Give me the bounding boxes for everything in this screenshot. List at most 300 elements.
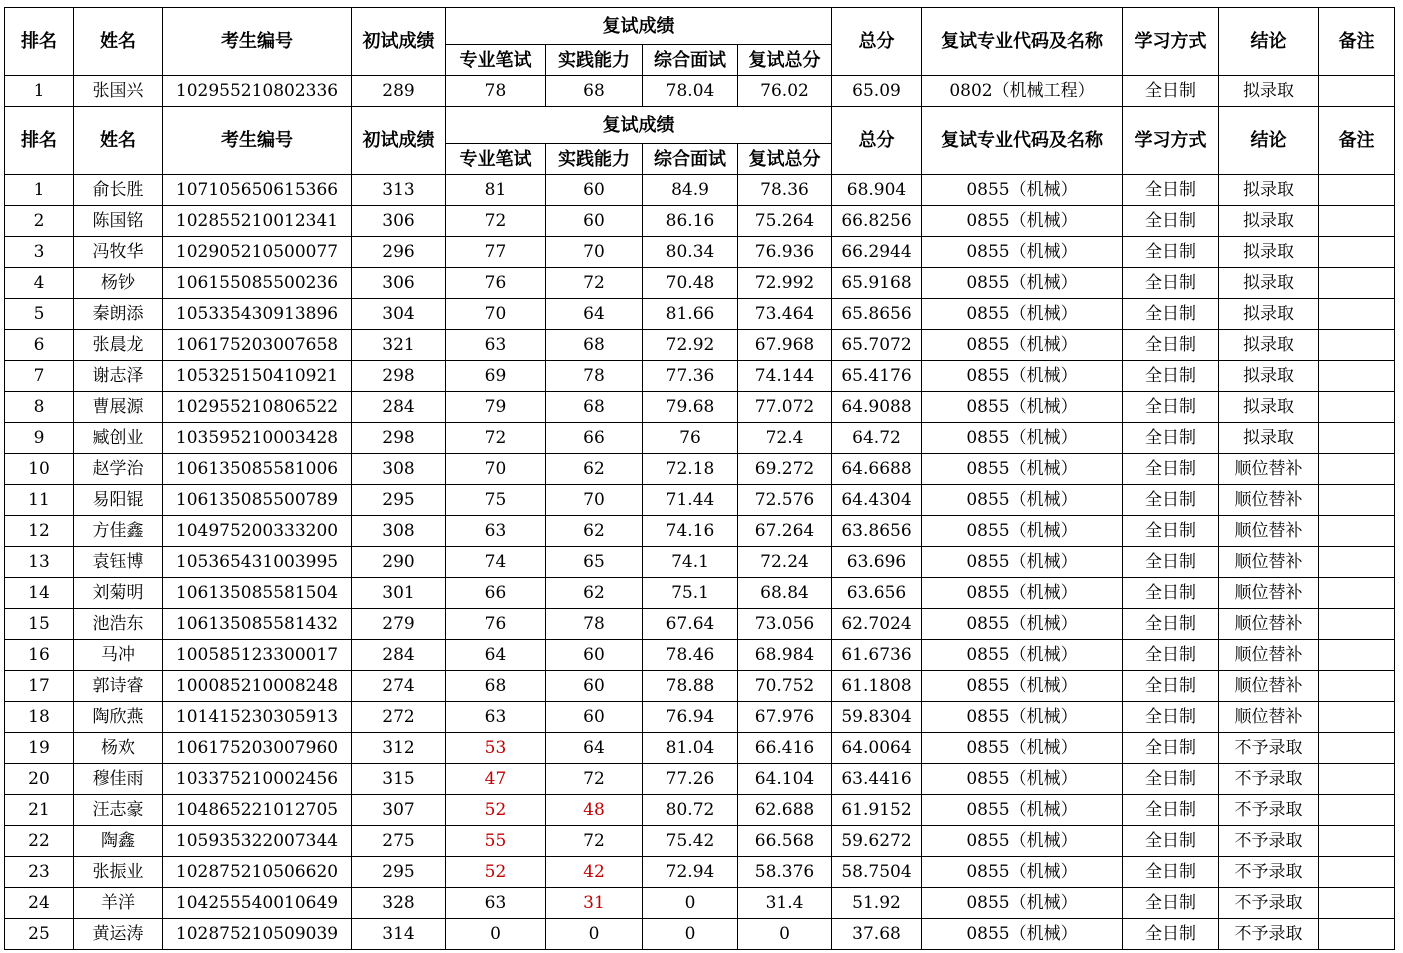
header-total: 总分 bbox=[832, 8, 922, 76]
retest-total-cell: 31.4 bbox=[738, 888, 832, 919]
rank-cell: 21 bbox=[5, 795, 74, 826]
exam-id-cell: 102855210012341 bbox=[163, 206, 352, 237]
interview-score-cell: 81.66 bbox=[643, 299, 738, 330]
remark-cell bbox=[1319, 76, 1395, 107]
study-mode-cell: 全日制 bbox=[1123, 671, 1219, 702]
exam-id-cell: 106175203007658 bbox=[163, 330, 352, 361]
retest-total-cell: 58.376 bbox=[738, 857, 832, 888]
practice-score-cell: 78 bbox=[546, 361, 643, 392]
name-cell: 易阳锟 bbox=[74, 485, 163, 516]
prelim-score-cell: 321 bbox=[352, 330, 446, 361]
rank-cell: 3 bbox=[5, 237, 74, 268]
remark-cell bbox=[1319, 237, 1395, 268]
retest-total-cell: 0 bbox=[738, 919, 832, 950]
total-score-cell: 64.6688 bbox=[832, 454, 922, 485]
study-mode-cell: 全日制 bbox=[1123, 237, 1219, 268]
rank-cell: 9 bbox=[5, 423, 74, 454]
written-score-cell: 72 bbox=[446, 423, 546, 454]
practice-score-cell: 68 bbox=[546, 76, 643, 107]
header-retest-written: 专业笔试 bbox=[446, 45, 546, 76]
major-cell: 0855（机械） bbox=[922, 423, 1123, 454]
rank-cell: 5 bbox=[5, 299, 74, 330]
header-retest-written: 专业笔试 bbox=[446, 144, 546, 175]
major-cell: 0855（机械） bbox=[922, 919, 1123, 950]
retest-total-cell: 77.072 bbox=[738, 392, 832, 423]
total-score-cell: 66.8256 bbox=[832, 206, 922, 237]
major-cell: 0855（机械） bbox=[922, 392, 1123, 423]
result-cell: 拟录取 bbox=[1219, 392, 1319, 423]
total-score-cell: 65.4176 bbox=[832, 361, 922, 392]
major-cell: 0855（机械） bbox=[922, 857, 1123, 888]
exam-id-cell: 104975200333200 bbox=[163, 516, 352, 547]
exam-id-cell: 105335430913896 bbox=[163, 299, 352, 330]
retest-total-cell: 70.752 bbox=[738, 671, 832, 702]
major-cell: 0855（机械） bbox=[922, 485, 1123, 516]
study-mode-cell: 全日制 bbox=[1123, 330, 1219, 361]
major-cell: 0855（机械） bbox=[922, 237, 1123, 268]
major-cell: 0855（机械） bbox=[922, 702, 1123, 733]
table-row bbox=[5, 76, 1395, 107]
rank-cell: 20 bbox=[5, 764, 74, 795]
header-remark: 备注 bbox=[1319, 107, 1395, 175]
exam-id-cell: 102875210509039 bbox=[163, 919, 352, 950]
written-score-cell: 66 bbox=[446, 578, 546, 609]
rank-cell: 12 bbox=[5, 516, 74, 547]
rank-cell: 4 bbox=[5, 268, 74, 299]
rank-cell: 6 bbox=[5, 330, 74, 361]
practice-score-cell: 72 bbox=[546, 826, 643, 857]
written-score-cell: 78 bbox=[446, 76, 546, 107]
rank-cell: 19 bbox=[5, 733, 74, 764]
written-score-cell: 81 bbox=[446, 175, 546, 206]
header-remark: 备注 bbox=[1319, 8, 1395, 76]
prelim-score-cell: 284 bbox=[352, 640, 446, 671]
interview-score-cell: 76 bbox=[643, 423, 738, 454]
table-row bbox=[5, 361, 1395, 392]
interview-score-cell: 78.04 bbox=[643, 76, 738, 107]
interview-score-cell: 76.94 bbox=[643, 702, 738, 733]
prelim-score-cell: 312 bbox=[352, 733, 446, 764]
retest-total-cell: 67.968 bbox=[738, 330, 832, 361]
interview-score-cell: 80.34 bbox=[643, 237, 738, 268]
header-retest-total: 复试总分 bbox=[738, 144, 832, 175]
prelim-score-cell: 307 bbox=[352, 795, 446, 826]
table-row bbox=[5, 578, 1395, 609]
header-rank: 排名 bbox=[5, 107, 74, 175]
interview-score-cell: 84.9 bbox=[643, 175, 738, 206]
practice-score-cell: 70 bbox=[546, 485, 643, 516]
remark-cell bbox=[1319, 764, 1395, 795]
remark-cell bbox=[1319, 919, 1395, 950]
major-cell: 0855（机械） bbox=[922, 516, 1123, 547]
header-retest-interview: 综合面试 bbox=[643, 45, 738, 76]
table-row bbox=[5, 826, 1395, 857]
practice-score-cell: 72 bbox=[546, 268, 643, 299]
retest-total-cell: 74.144 bbox=[738, 361, 832, 392]
major-cell: 0855（机械） bbox=[922, 206, 1123, 237]
remark-cell bbox=[1319, 857, 1395, 888]
practice-score-cell: 62 bbox=[546, 454, 643, 485]
name-cell: 袁钰博 bbox=[74, 547, 163, 578]
study-mode-cell: 全日制 bbox=[1123, 454, 1219, 485]
result-cell: 顺位替补 bbox=[1219, 609, 1319, 640]
practice-score-cell: 65 bbox=[546, 547, 643, 578]
table-row bbox=[5, 857, 1395, 888]
exam-id-cell: 102905210500077 bbox=[163, 237, 352, 268]
header-study-mode: 学习方式 bbox=[1123, 107, 1219, 175]
practice-score-cell: 0 bbox=[546, 919, 643, 950]
total-score-cell: 61.1808 bbox=[832, 671, 922, 702]
result-cell: 顺位替补 bbox=[1219, 640, 1319, 671]
remark-cell bbox=[1319, 733, 1395, 764]
result-cell: 不予录取 bbox=[1219, 764, 1319, 795]
result-cell: 拟录取 bbox=[1219, 206, 1319, 237]
rank-cell: 24 bbox=[5, 888, 74, 919]
practice-score-cell: 60 bbox=[546, 671, 643, 702]
exam-id-cell: 101415230305913 bbox=[163, 702, 352, 733]
exam-id-cell: 106135085500789 bbox=[163, 485, 352, 516]
major-cell: 0855（机械） bbox=[922, 547, 1123, 578]
practice-score-cell: 48 bbox=[546, 795, 643, 826]
practice-score-cell: 64 bbox=[546, 299, 643, 330]
written-score-cell: 0 bbox=[446, 919, 546, 950]
study-mode-cell: 全日制 bbox=[1123, 516, 1219, 547]
header-rank: 排名 bbox=[5, 8, 74, 76]
prelim-score-cell: 275 bbox=[352, 826, 446, 857]
header-result: 结论 bbox=[1219, 107, 1319, 175]
study-mode-cell: 全日制 bbox=[1123, 919, 1219, 950]
prelim-score-cell: 315 bbox=[352, 764, 446, 795]
retest-total-cell: 66.568 bbox=[738, 826, 832, 857]
result-cell: 顺位替补 bbox=[1219, 671, 1319, 702]
study-mode-cell: 全日制 bbox=[1123, 423, 1219, 454]
study-mode-cell: 全日制 bbox=[1123, 206, 1219, 237]
prelim-score-cell: 290 bbox=[352, 547, 446, 578]
written-score-cell: 63 bbox=[446, 516, 546, 547]
study-mode-cell: 全日制 bbox=[1123, 299, 1219, 330]
total-score-cell: 51.92 bbox=[832, 888, 922, 919]
name-cell: 张晨龙 bbox=[74, 330, 163, 361]
practice-score-cell: 42 bbox=[546, 857, 643, 888]
retest-total-cell: 73.464 bbox=[738, 299, 832, 330]
total-score-cell: 68.904 bbox=[832, 175, 922, 206]
written-score-cell: 70 bbox=[446, 299, 546, 330]
exam-id-cell: 100585123300017 bbox=[163, 640, 352, 671]
result-cell: 顺位替补 bbox=[1219, 516, 1319, 547]
prelim-score-cell: 289 bbox=[352, 76, 446, 107]
exam-id-cell: 102875210506620 bbox=[163, 857, 352, 888]
written-score-cell: 76 bbox=[446, 268, 546, 299]
header-prelim: 初试成绩 bbox=[352, 8, 446, 76]
name-cell: 俞长胜 bbox=[74, 175, 163, 206]
result-cell: 拟录取 bbox=[1219, 76, 1319, 107]
table-row bbox=[5, 702, 1395, 733]
rank-cell: 2 bbox=[5, 206, 74, 237]
total-score-cell: 63.656 bbox=[832, 578, 922, 609]
interview-score-cell: 72.94 bbox=[643, 857, 738, 888]
total-score-cell: 66.2944 bbox=[832, 237, 922, 268]
retest-total-cell: 64.104 bbox=[738, 764, 832, 795]
header-retest-group: 复试成绩 bbox=[446, 8, 832, 45]
result-cell: 拟录取 bbox=[1219, 299, 1319, 330]
rank-cell: 22 bbox=[5, 826, 74, 857]
result-cell: 拟录取 bbox=[1219, 175, 1319, 206]
header-retest-interview: 综合面试 bbox=[643, 144, 738, 175]
name-cell: 羊洋 bbox=[74, 888, 163, 919]
prelim-score-cell: 314 bbox=[352, 919, 446, 950]
prelim-score-cell: 298 bbox=[352, 361, 446, 392]
name-cell: 汪志豪 bbox=[74, 795, 163, 826]
name-cell: 穆佳雨 bbox=[74, 764, 163, 795]
study-mode-cell: 全日制 bbox=[1123, 392, 1219, 423]
prelim-score-cell: 298 bbox=[352, 423, 446, 454]
study-mode-cell: 全日制 bbox=[1123, 888, 1219, 919]
major-cell: 0855（机械） bbox=[922, 764, 1123, 795]
result-cell: 不予录取 bbox=[1219, 795, 1319, 826]
prelim-score-cell: 328 bbox=[352, 888, 446, 919]
table-row bbox=[5, 764, 1395, 795]
name-cell: 赵学治 bbox=[74, 454, 163, 485]
major-cell: 0855（机械） bbox=[922, 671, 1123, 702]
prelim-score-cell: 295 bbox=[352, 857, 446, 888]
total-score-cell: 65.9168 bbox=[832, 268, 922, 299]
practice-score-cell: 70 bbox=[546, 237, 643, 268]
remark-cell bbox=[1319, 175, 1395, 206]
written-score-cell: 64 bbox=[446, 640, 546, 671]
major-cell: 0855（机械） bbox=[922, 330, 1123, 361]
study-mode-cell: 全日制 bbox=[1123, 733, 1219, 764]
exam-id-cell: 106175203007960 bbox=[163, 733, 352, 764]
major-cell: 0802（机械工程） bbox=[922, 76, 1123, 107]
total-score-cell: 59.8304 bbox=[832, 702, 922, 733]
written-score-cell: 68 bbox=[446, 671, 546, 702]
interview-score-cell: 72.18 bbox=[643, 454, 738, 485]
remark-cell bbox=[1319, 392, 1395, 423]
result-cell: 顺位替补 bbox=[1219, 454, 1319, 485]
major-cell: 0855（机械） bbox=[922, 826, 1123, 857]
retest-total-cell: 72.24 bbox=[738, 547, 832, 578]
written-score-cell: 77 bbox=[446, 237, 546, 268]
written-score-cell: 75 bbox=[446, 485, 546, 516]
interview-score-cell: 78.88 bbox=[643, 671, 738, 702]
name-cell: 杨欢 bbox=[74, 733, 163, 764]
written-score-cell: 53 bbox=[446, 733, 546, 764]
retest-total-cell: 76.936 bbox=[738, 237, 832, 268]
remark-cell bbox=[1319, 454, 1395, 485]
header-row bbox=[5, 8, 1395, 45]
header-major: 复试专业代码及名称 bbox=[922, 8, 1123, 76]
rank-cell: 13 bbox=[5, 547, 74, 578]
major-cell: 0855（机械） bbox=[922, 733, 1123, 764]
total-score-cell: 61.6736 bbox=[832, 640, 922, 671]
retest-total-cell: 68.984 bbox=[738, 640, 832, 671]
retest-total-cell: 72.4 bbox=[738, 423, 832, 454]
table-row bbox=[5, 299, 1395, 330]
interview-score-cell: 71.44 bbox=[643, 485, 738, 516]
result-cell: 顺位替补 bbox=[1219, 485, 1319, 516]
table-row bbox=[5, 640, 1395, 671]
header-retest-group: 复试成绩 bbox=[446, 107, 832, 144]
practice-score-cell: 78 bbox=[546, 609, 643, 640]
name-cell: 陈国铭 bbox=[74, 206, 163, 237]
name-cell: 池浩东 bbox=[74, 609, 163, 640]
name-cell: 冯牧华 bbox=[74, 237, 163, 268]
written-score-cell: 52 bbox=[446, 857, 546, 888]
header-retest-practice: 实践能力 bbox=[546, 45, 643, 76]
study-mode-cell: 全日制 bbox=[1123, 76, 1219, 107]
practice-score-cell: 60 bbox=[546, 702, 643, 733]
name-cell: 张国兴 bbox=[74, 76, 163, 107]
header-major: 复试专业代码及名称 bbox=[922, 107, 1123, 175]
retest-total-cell: 62.688 bbox=[738, 795, 832, 826]
rank-cell: 23 bbox=[5, 857, 74, 888]
total-score-cell: 64.4304 bbox=[832, 485, 922, 516]
study-mode-cell: 全日制 bbox=[1123, 547, 1219, 578]
practice-score-cell: 60 bbox=[546, 640, 643, 671]
exam-id-cell: 103595210003428 bbox=[163, 423, 352, 454]
remark-cell bbox=[1319, 702, 1395, 733]
remark-cell bbox=[1319, 516, 1395, 547]
written-score-cell: 63 bbox=[446, 330, 546, 361]
practice-score-cell: 62 bbox=[546, 516, 643, 547]
table-row bbox=[5, 485, 1395, 516]
name-cell: 刘菊明 bbox=[74, 578, 163, 609]
retest-total-cell: 72.576 bbox=[738, 485, 832, 516]
header-exam-id: 考生编号 bbox=[163, 8, 352, 76]
exam-id-cell: 104865221012705 bbox=[163, 795, 352, 826]
major-cell: 0855（机械） bbox=[922, 888, 1123, 919]
interview-score-cell: 78.46 bbox=[643, 640, 738, 671]
total-score-cell: 61.9152 bbox=[832, 795, 922, 826]
prelim-score-cell: 284 bbox=[352, 392, 446, 423]
result-cell: 不予录取 bbox=[1219, 919, 1319, 950]
study-mode-cell: 全日制 bbox=[1123, 702, 1219, 733]
remark-cell bbox=[1319, 330, 1395, 361]
header-total: 总分 bbox=[832, 107, 922, 175]
prelim-score-cell: 308 bbox=[352, 454, 446, 485]
practice-score-cell: 64 bbox=[546, 733, 643, 764]
prelim-score-cell: 301 bbox=[352, 578, 446, 609]
name-cell: 曹展源 bbox=[74, 392, 163, 423]
header-name: 姓名 bbox=[74, 8, 163, 76]
retest-total-cell: 66.416 bbox=[738, 733, 832, 764]
practice-score-cell: 60 bbox=[546, 175, 643, 206]
interview-score-cell: 79.68 bbox=[643, 392, 738, 423]
total-score-cell: 65.7072 bbox=[832, 330, 922, 361]
header-retest-practice: 实践能力 bbox=[546, 144, 643, 175]
total-score-cell: 63.4416 bbox=[832, 764, 922, 795]
written-score-cell: 74 bbox=[446, 547, 546, 578]
interview-score-cell: 75.42 bbox=[643, 826, 738, 857]
table-row bbox=[5, 268, 1395, 299]
study-mode-cell: 全日制 bbox=[1123, 826, 1219, 857]
remark-cell bbox=[1319, 206, 1395, 237]
rank-cell: 16 bbox=[5, 640, 74, 671]
prelim-score-cell: 313 bbox=[352, 175, 446, 206]
retest-total-cell: 78.36 bbox=[738, 175, 832, 206]
exam-id-cell: 105325150410921 bbox=[163, 361, 352, 392]
study-mode-cell: 全日制 bbox=[1123, 764, 1219, 795]
practice-score-cell: 31 bbox=[546, 888, 643, 919]
interview-score-cell: 81.04 bbox=[643, 733, 738, 764]
remark-cell bbox=[1319, 826, 1395, 857]
result-cell: 顺位替补 bbox=[1219, 547, 1319, 578]
exam-id-cell: 106155085500236 bbox=[163, 268, 352, 299]
table-row bbox=[5, 671, 1395, 702]
remark-cell bbox=[1319, 361, 1395, 392]
name-cell: 杨钞 bbox=[74, 268, 163, 299]
exam-id-cell: 105365431003995 bbox=[163, 547, 352, 578]
rank-cell: 8 bbox=[5, 392, 74, 423]
written-score-cell: 55 bbox=[446, 826, 546, 857]
major-cell: 0855（机械） bbox=[922, 175, 1123, 206]
exam-id-cell: 102955210806522 bbox=[163, 392, 352, 423]
header-result: 结论 bbox=[1219, 8, 1319, 76]
study-mode-cell: 全日制 bbox=[1123, 857, 1219, 888]
practice-score-cell: 66 bbox=[546, 423, 643, 454]
rank-cell: 15 bbox=[5, 609, 74, 640]
interview-score-cell: 70.48 bbox=[643, 268, 738, 299]
interview-score-cell: 0 bbox=[643, 888, 738, 919]
result-cell: 拟录取 bbox=[1219, 423, 1319, 454]
study-mode-cell: 全日制 bbox=[1123, 175, 1219, 206]
major-cell: 0855（机械） bbox=[922, 299, 1123, 330]
total-score-cell: 64.0064 bbox=[832, 733, 922, 764]
remark-cell bbox=[1319, 485, 1395, 516]
written-score-cell: 63 bbox=[446, 702, 546, 733]
remark-cell bbox=[1319, 423, 1395, 454]
total-score-cell: 63.8656 bbox=[832, 516, 922, 547]
major-cell: 0855（机械） bbox=[922, 640, 1123, 671]
header-prelim: 初试成绩 bbox=[352, 107, 446, 175]
rank-cell: 17 bbox=[5, 671, 74, 702]
result-cell: 顺位替补 bbox=[1219, 702, 1319, 733]
header-study-mode: 学习方式 bbox=[1123, 8, 1219, 76]
header-retest-total: 复试总分 bbox=[738, 45, 832, 76]
table-row bbox=[5, 516, 1395, 547]
practice-score-cell: 62 bbox=[546, 578, 643, 609]
table-row bbox=[5, 547, 1395, 578]
major-cell: 0855（机械） bbox=[922, 268, 1123, 299]
practice-score-cell: 68 bbox=[546, 392, 643, 423]
major-cell: 0855（机械） bbox=[922, 454, 1123, 485]
result-cell: 不予录取 bbox=[1219, 857, 1319, 888]
total-score-cell: 59.6272 bbox=[832, 826, 922, 857]
written-score-cell: 70 bbox=[446, 454, 546, 485]
major-cell: 0855（机械） bbox=[922, 578, 1123, 609]
interview-score-cell: 77.26 bbox=[643, 764, 738, 795]
written-score-cell: 76 bbox=[446, 609, 546, 640]
study-mode-cell: 全日制 bbox=[1123, 609, 1219, 640]
interview-score-cell: 86.16 bbox=[643, 206, 738, 237]
interview-score-cell: 72.92 bbox=[643, 330, 738, 361]
name-cell: 臧创业 bbox=[74, 423, 163, 454]
prelim-score-cell: 272 bbox=[352, 702, 446, 733]
exam-id-cell: 104255540010649 bbox=[163, 888, 352, 919]
interview-score-cell: 67.64 bbox=[643, 609, 738, 640]
rank-cell: 1 bbox=[5, 175, 74, 206]
retest-total-cell: 75.264 bbox=[738, 206, 832, 237]
retest-total-cell: 68.84 bbox=[738, 578, 832, 609]
total-score-cell: 58.7504 bbox=[832, 857, 922, 888]
table-row bbox=[5, 237, 1395, 268]
result-cell: 不予录取 bbox=[1219, 888, 1319, 919]
remark-cell bbox=[1319, 795, 1395, 826]
total-score-cell: 37.68 bbox=[832, 919, 922, 950]
retest-total-cell: 69.272 bbox=[738, 454, 832, 485]
name-cell: 谢志泽 bbox=[74, 361, 163, 392]
retest-total-cell: 73.056 bbox=[738, 609, 832, 640]
